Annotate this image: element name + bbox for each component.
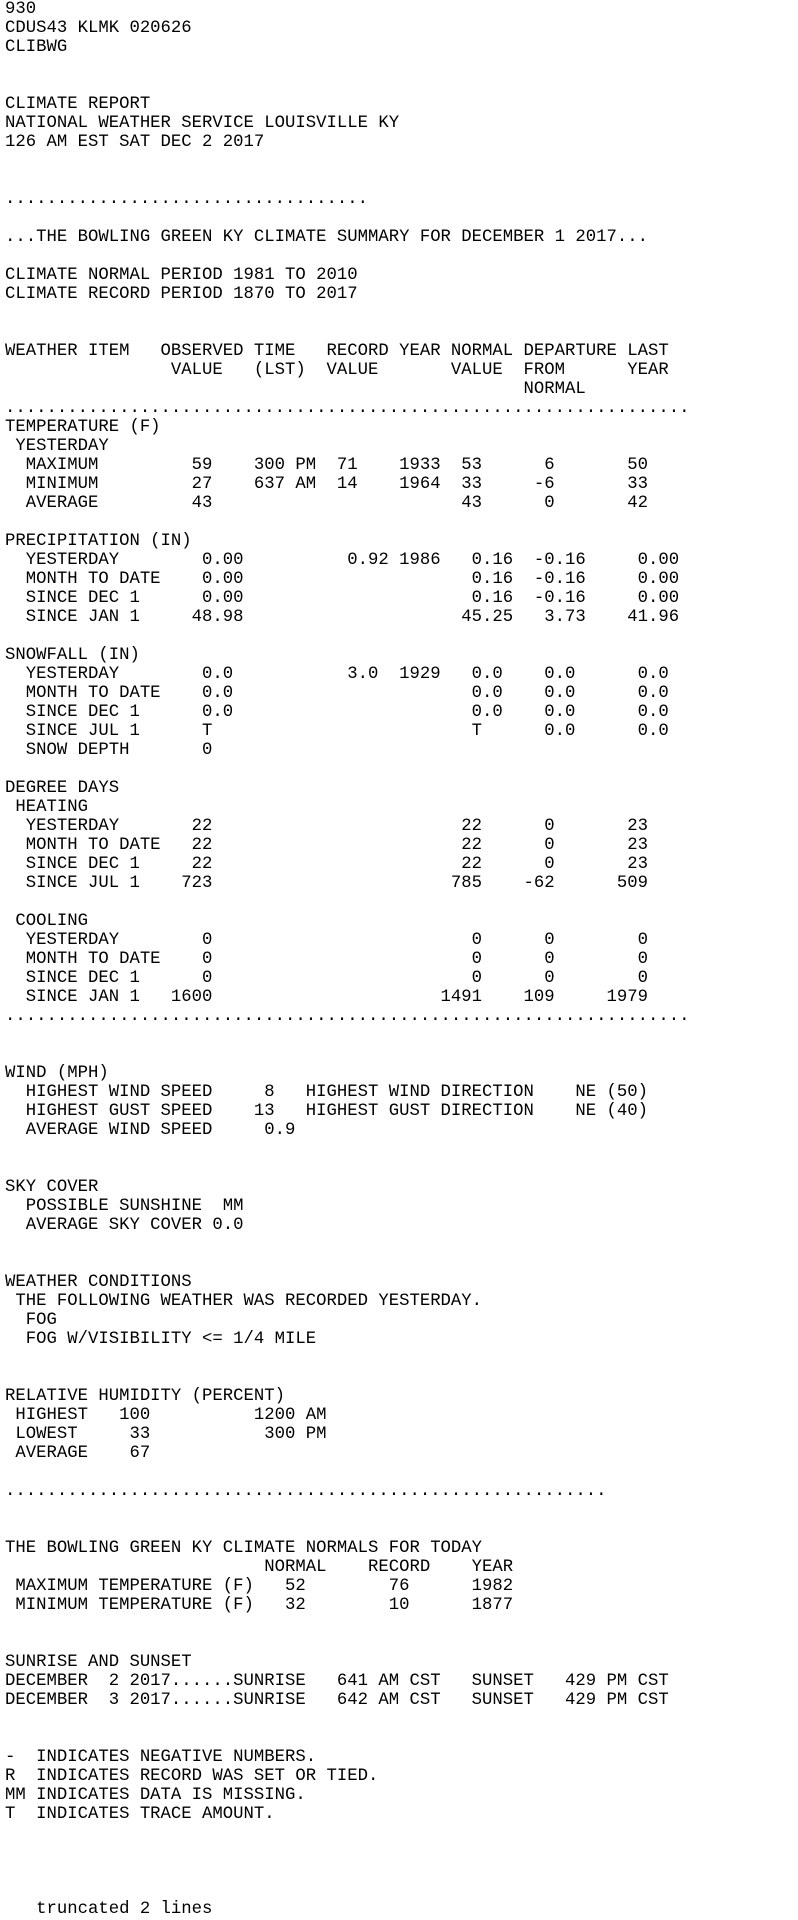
report-line: AVERAGE 67	[5, 1444, 151, 1463]
report-line: HIGHEST WIND SPEED 8 HIGHEST WIND DIRECTION NE (50)	[5, 1083, 648, 1102]
report-line: HIGHEST GUST SPEED 13 HIGHEST GUST DIRECTION NE (40)	[5, 1102, 648, 1121]
report-line: MAXIMUM TEMPERATURE (F) 52 76 1982	[5, 1577, 514, 1596]
report-line: NATIONAL WEATHER SERVICE LOUISVILLE KY	[5, 114, 400, 133]
report-line	[5, 1729, 798, 1748]
report-line: HEATING	[5, 798, 88, 817]
report-line: MONTH TO DATE 0.00 0.16 -0.16 0.00	[5, 570, 680, 589]
report-line	[5, 1710, 798, 1729]
report-line: WEATHER CONDITIONS	[5, 1273, 192, 1292]
report-line	[5, 1368, 798, 1387]
report-line: ..................................................................	[5, 1007, 690, 1026]
report-line: SKY COVER	[5, 1178, 99, 1197]
report-line: CLIMATE REPORT	[5, 95, 151, 114]
report-line	[5, 1045, 798, 1064]
report-line: YESTERDAY 22 22 0 23	[5, 817, 648, 836]
report-line	[5, 1501, 798, 1520]
report-line: NORMAL RECORD YEAR	[5, 1558, 514, 1577]
report-line: THE FOLLOWING WEATHER WAS RECORDED YESTERDAY.	[5, 1292, 483, 1311]
report-line: T INDICATES TRACE AMOUNT.	[5, 1805, 275, 1824]
report-line: THE BOWLING GREEN KY CLIMATE NORMALS FOR TODAY	[5, 1539, 483, 1558]
report-line: DECEMBER 2 2017......SUNRISE 641 AM CST SUNSET 429 PM CST	[5, 1672, 669, 1691]
report-line: SINCE JUL 1 723 785 -62 509	[5, 874, 648, 893]
report-line	[5, 1159, 798, 1178]
report-line: CLIMATE RECORD PERIOD 1870 TO 2017	[5, 285, 358, 304]
report-line	[5, 627, 798, 646]
report-line	[5, 1463, 798, 1482]
report-line	[5, 152, 798, 171]
report-line	[5, 76, 798, 95]
report-line	[5, 1615, 798, 1634]
report-line: WEATHER ITEM OBSERVED TIME RECORD YEAR NORMAL DEPARTURE LAST	[5, 342, 669, 361]
report-line: - INDICATES NEGATIVE NUMBERS.	[5, 1748, 317, 1767]
report-line: SUNRISE AND SUNSET	[5, 1653, 192, 1672]
report-line	[5, 1254, 798, 1273]
report-line	[5, 1140, 798, 1159]
report-line: SINCE DEC 1 22 22 0 23	[5, 855, 648, 874]
report-line: WIND (MPH)	[5, 1064, 109, 1083]
report-line: R INDICATES RECORD WAS SET OR TIED.	[5, 1767, 379, 1786]
report-line: AVERAGE SKY COVER 0.0	[5, 1216, 244, 1235]
report-line: MONTH TO DATE 0.0 0.0 0.0 0.0	[5, 684, 669, 703]
report-line: RELATIVE HUMIDITY (PERCENT)	[5, 1387, 286, 1406]
report-line: AVERAGE WIND SPEED 0.9	[5, 1121, 296, 1140]
report-line: SINCE DEC 1 0.00 0.16 -0.16 0.00	[5, 589, 680, 608]
report-line	[5, 1235, 798, 1254]
report-line: CLIMATE NORMAL PERIOD 1981 TO 2010	[5, 266, 358, 285]
report-line	[5, 1634, 798, 1653]
report-line: FOG	[5, 1311, 57, 1330]
report-line	[5, 1824, 798, 1843]
report-line: ...................................	[5, 190, 368, 209]
report-line: TEMPERATURE (F)	[5, 418, 161, 437]
report-line: POSSIBLE SUNSHINE MM	[5, 1197, 244, 1216]
report-line: PRECIPITATION (IN)	[5, 532, 192, 551]
report-line	[5, 1862, 798, 1881]
report-line	[5, 1349, 798, 1368]
report-line: SINCE JUL 1 T T 0.0 0.0	[5, 722, 669, 741]
report-line: 126 AM EST SAT DEC 2 2017	[5, 133, 265, 152]
report-line: MINIMUM TEMPERATURE (F) 32 10 1877	[5, 1596, 514, 1615]
report-line	[5, 171, 798, 190]
report-line: VALUE (LST) VALUE VALUE FROM YEAR	[5, 361, 669, 380]
report-line: YESTERDAY 0 0 0 0	[5, 931, 648, 950]
report-line	[5, 1520, 798, 1539]
report-line: NORMAL	[5, 380, 586, 399]
report-line: MM INDICATES DATA IS MISSING.	[5, 1786, 306, 1805]
report-line: ..................................................................	[5, 399, 690, 418]
report-line	[5, 57, 798, 76]
report-line: YESTERDAY 0.00 0.92 1986 0.16 -0.16 0.00	[5, 551, 680, 570]
report-line: MONTH TO DATE 22 22 0 23	[5, 836, 648, 855]
report-line: YESTERDAY	[5, 437, 109, 456]
report-line: FOG W/VISIBILITY <= 1/4 MILE	[5, 1330, 317, 1349]
report-line: YESTERDAY 0.0 3.0 1929 0.0 0.0 0.0	[5, 665, 669, 684]
report-line: SNOWFALL (IN)	[5, 646, 140, 665]
report-line	[5, 304, 798, 323]
report-line	[5, 1843, 798, 1862]
report-line	[5, 760, 798, 779]
report-line	[5, 323, 798, 342]
report-line: HIGHEST 100 1200 AM	[5, 1406, 327, 1425]
report-line: truncated 2 lines	[5, 1900, 213, 1919]
report-line: LOWEST 33 300 PM	[5, 1425, 327, 1444]
report-line: SNOW DEPTH 0	[5, 741, 213, 760]
report-line: CDUS43 KLMK 020626	[5, 19, 192, 38]
report-line: SINCE DEC 1 0 0 0 0	[5, 969, 648, 988]
report-line: MINIMUM 27 637 AM 14 1964 33 -6 33	[5, 475, 648, 494]
report-line: 930	[5, 0, 37, 19]
report-line: DECEMBER 3 2017......SUNRISE 642 AM CST SUNSET 429 PM CST	[5, 1691, 669, 1710]
report-line: SINCE JAN 1 1600 1491 109 1979	[5, 988, 648, 1007]
report-line	[5, 893, 798, 912]
report-line: MONTH TO DATE 0 0 0 0	[5, 950, 648, 969]
report-line	[5, 209, 798, 228]
report-line: DEGREE DAYS	[5, 779, 120, 798]
report-line	[5, 1026, 798, 1045]
report-line: SINCE JAN 1 48.98 45.25 3.73 41.96	[5, 608, 680, 627]
report-line: MAXIMUM 59 300 PM 71 1933 53 6 50	[5, 456, 648, 475]
report-line: COOLING	[5, 912, 88, 931]
report-line: SINCE DEC 1 0.0 0.0 0.0 0.0	[5, 703, 669, 722]
report-line: ...THE BOWLING GREEN KY CLIMATE SUMMARY FOR DECEMBER 1 2017...	[5, 228, 648, 247]
report-line: ..........................................................	[5, 1482, 607, 1501]
report-line	[5, 1881, 798, 1900]
report-line: CLIBWG	[5, 38, 68, 57]
report-line: AVERAGE 43 43 0 42	[5, 494, 648, 513]
report-line	[5, 247, 798, 266]
report-line	[5, 513, 798, 532]
